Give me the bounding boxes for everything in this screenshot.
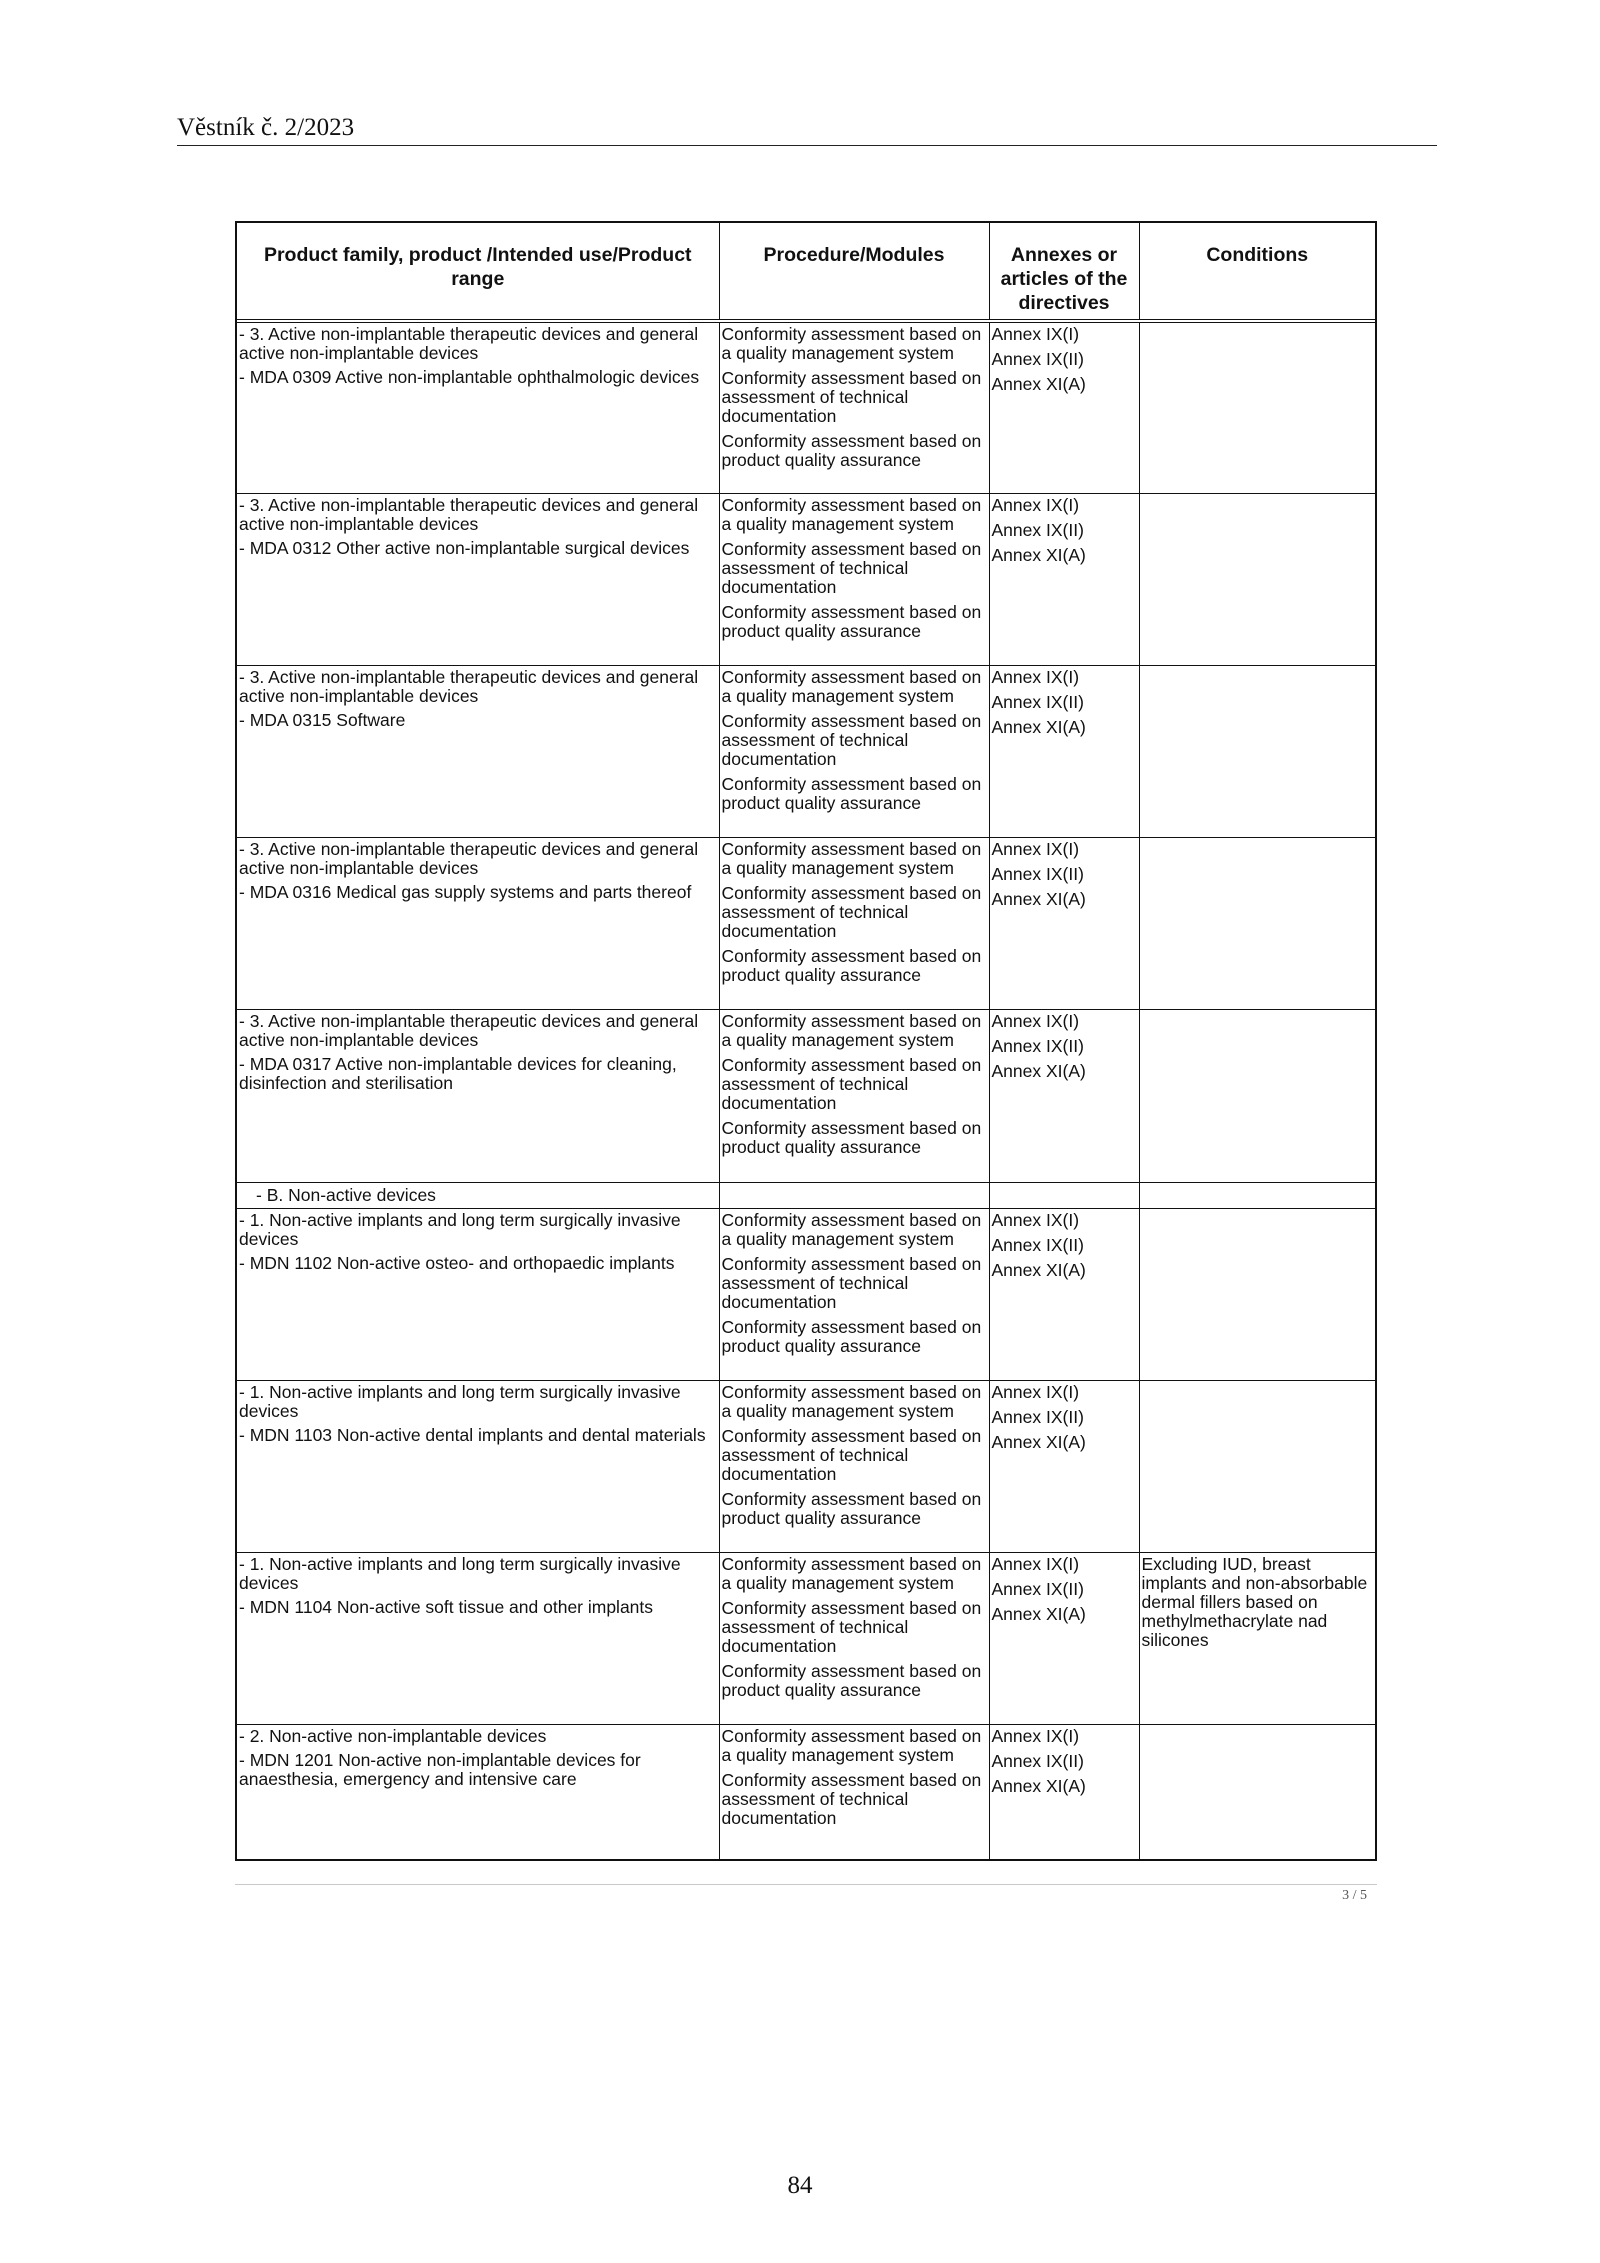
- table-body: [237, 321, 1375, 1859]
- annex-cell: [989, 1553, 1139, 1725]
- table-row: [237, 1553, 1375, 1725]
- product-cell: [237, 1553, 719, 1725]
- procedure-item: Conformity assessment based on assessment of technical documentation: [721, 1253, 982, 1312]
- procedure-cell: [719, 838, 989, 1010]
- procedure-item: Conformity assessment based on a quality management system: [721, 666, 982, 706]
- annex-item: Annex XI(A): [991, 544, 1086, 565]
- procedure-cell: [719, 1380, 989, 1552]
- table-row: [237, 321, 1375, 493]
- procedure-item: Conformity assessment based on assessment of technical documentation: [721, 1598, 982, 1657]
- procedure-item: Conformity assessment based on assessment of technical documentation: [721, 1770, 982, 1829]
- annex-item: Annex IX(II): [991, 864, 1084, 885]
- conditions-cell: [1139, 838, 1375, 1010]
- product-line: - 3. Active non-implantable therapeutic devices and general active non-implantable devices: [239, 1011, 699, 1051]
- empty-cell: [1139, 1182, 1375, 1208]
- product-line: - MDA 0309 Active non-implantable ophthalmologic devices: [239, 367, 700, 387]
- table-row: [237, 493, 1375, 665]
- table-row: [237, 1380, 1375, 1552]
- annex-cell: [989, 665, 1139, 837]
- product-line: - MDA 0315 Software: [239, 709, 406, 730]
- annex-item: Annex XI(A): [991, 889, 1086, 910]
- product-line: - 3. Active non-implantable therapeutic devices and general active non-implantable devices: [239, 839, 699, 879]
- product-cell: [237, 1725, 719, 1859]
- page-count: 3 / 5: [1342, 1888, 1367, 1903]
- conditions-cell: Excluding IUD, breast implants and non-absorbable dermal fillers based on methylmethacrylate nad silicones: [1139, 1553, 1375, 1725]
- column-header-procedure: Procedure/Modules: [719, 223, 989, 321]
- product-line: - 1. Non-active implants and long term surgically invasive devices: [239, 1209, 681, 1249]
- annex-item: Annex IX(II): [991, 1579, 1084, 1600]
- procedure-item: Conformity assessment based on assessment of technical documentation: [721, 538, 982, 597]
- column-header-conditions: Conditions: [1139, 223, 1375, 321]
- product-line: - MDN 1201 Non-active non-implantable devices for anaesthesia, emergency and intensive care: [239, 1750, 641, 1790]
- product-cell: [237, 665, 719, 837]
- procedure-item: Conformity assessment based on product quality assurance: [721, 1488, 982, 1528]
- conditions-cell: [1139, 1010, 1375, 1182]
- annex-cell: [989, 321, 1139, 493]
- annex-item: Annex IX(I): [991, 324, 1080, 344]
- product-line: - MDN 1102 Non-active osteo- and orthopaedic implants: [239, 1252, 675, 1273]
- conditions-cell: [1139, 1380, 1375, 1552]
- product-line: - 2. Non-active non-implantable devices: [239, 1726, 547, 1747]
- procedure-item: Conformity assessment based on a quality management system: [721, 1381, 982, 1421]
- annex-cell: [989, 1380, 1139, 1552]
- procedure-cell: [719, 321, 989, 493]
- procedure-item: Conformity assessment based on assessment of technical documentation: [721, 1425, 982, 1484]
- procedure-item: Conformity assessment based on product quality assurance: [721, 601, 982, 641]
- annex-item: Annex IX(II): [991, 1234, 1084, 1255]
- annex-cell: [989, 493, 1139, 665]
- page-number: 84: [787, 2172, 813, 2199]
- product-line: - 3. Active non-implantable therapeutic devices and general active non-implantable devices: [239, 324, 699, 363]
- annex-item: Annex IX(I): [991, 666, 1080, 687]
- annex-item: Annex XI(A): [991, 716, 1086, 737]
- procedure-cell: [719, 665, 989, 837]
- annex-item: Annex IX(I): [991, 1381, 1080, 1402]
- procedure-item: Conformity assessment based on a quality management system: [721, 324, 982, 363]
- empty-cell: [989, 1182, 1139, 1208]
- annex-cell: [989, 1208, 1139, 1380]
- product-cell: [237, 1208, 719, 1380]
- procedure-cell: [719, 1725, 989, 1859]
- annex-item: Annex XI(A): [991, 374, 1086, 394]
- procedure-item: Conformity assessment based on assessment of technical documentation: [721, 710, 982, 769]
- procedure-item: Conformity assessment based on assessment of technical documentation: [721, 1055, 982, 1114]
- table-row: [237, 665, 1375, 837]
- group-label-cell: - B. Non-active devices: [237, 1182, 719, 1208]
- group-row: [237, 1182, 1375, 1208]
- footer-divider: [235, 1884, 1377, 1885]
- procedure-item: Conformity assessment based on assessment of technical documentation: [721, 883, 982, 942]
- procedure-item: Conformity assessment based on a quality management system: [721, 494, 982, 534]
- product-line: - 1. Non-active implants and long term surgically invasive devices: [239, 1554, 681, 1594]
- product-line: - 3. Active non-implantable therapeutic devices and general active non-implantable devices: [239, 494, 699, 534]
- conditions-cell: [1139, 1208, 1375, 1380]
- annex-item: Annex IX(I): [991, 1209, 1080, 1230]
- table-row: [237, 1208, 1375, 1380]
- procedure-item: Conformity assessment based on product quality assurance: [721, 1118, 982, 1158]
- product-cell: [237, 1380, 719, 1552]
- table-row: [237, 838, 1375, 1010]
- annex-item: Annex IX(I): [991, 1726, 1080, 1747]
- conditions-cell: [1139, 1725, 1375, 1859]
- product-line: - MDN 1103 Non-active dental implants and dental materials: [239, 1424, 706, 1445]
- annex-item: Annex IX(II): [991, 349, 1084, 369]
- annex-item: Annex XI(A): [991, 1061, 1086, 1082]
- annex-item: Annex IX(I): [991, 839, 1080, 860]
- product-cell: [237, 321, 719, 493]
- product-line: - 1. Non-active implants and long term surgically invasive devices: [239, 1381, 681, 1421]
- annex-item: Annex XI(A): [991, 1776, 1086, 1797]
- table-row: [237, 1010, 1375, 1182]
- procedure-cell: [719, 1010, 989, 1182]
- product-line: - MDA 0317 Active non-implantable devices for cleaning, disinfection and sterilisation: [239, 1054, 677, 1094]
- products-table: [237, 223, 1375, 1859]
- table-row: [237, 1725, 1375, 1859]
- page-header: [177, 112, 1437, 146]
- product-cell: [237, 1010, 719, 1182]
- table-header-row: [237, 223, 1375, 321]
- procedure-item: Conformity assessment based on a quality management system: [721, 1726, 982, 1766]
- annex-cell: [989, 1725, 1139, 1859]
- column-header-annexes: Annexes or articles of the directives: [989, 223, 1139, 321]
- annex-item: Annex IX(I): [991, 1554, 1080, 1575]
- conditions-cell: [1139, 493, 1375, 665]
- annex-item: Annex IX(I): [991, 494, 1080, 515]
- product-cell: [237, 493, 719, 665]
- annex-item: Annex IX(II): [991, 1751, 1084, 1772]
- annex-cell: [989, 1010, 1139, 1182]
- procedure-item: Conformity assessment based on a quality management system: [721, 1011, 982, 1051]
- procedure-cell: [719, 493, 989, 665]
- product-line: - MDA 0312 Other active non-implantable surgical devices: [239, 537, 690, 558]
- annex-item: Annex IX(II): [991, 691, 1084, 712]
- conditions-cell: [1139, 321, 1375, 493]
- annex-item: Annex IX(II): [991, 1406, 1084, 1427]
- annex-item: Annex IX(II): [991, 519, 1084, 540]
- column-header-product: Product family, product /Intended use/Product range: [237, 223, 719, 321]
- product-line: - MDA 0316 Medical gas supply systems and parts thereof: [239, 882, 692, 903]
- journal-title: Věstník č. 2/2023: [177, 114, 355, 141]
- conditions-cell: [1139, 665, 1375, 837]
- procedure-item: Conformity assessment based on product quality assurance: [721, 431, 982, 470]
- annex-item: Annex IX(II): [991, 1036, 1084, 1057]
- procedure-item: Conformity assessment based on assessment of technical documentation: [721, 368, 982, 426]
- product-cell: [237, 838, 719, 1010]
- product-line: - MDN 1104 Non-active soft tissue and other implants: [239, 1597, 654, 1618]
- procedure-item: Conformity assessment based on product quality assurance: [721, 1661, 982, 1701]
- annex-item: Annex IX(I): [991, 1011, 1080, 1032]
- procedure-cell: [719, 1553, 989, 1725]
- procedure-item: Conformity assessment based on product quality assurance: [721, 946, 982, 986]
- annex-item: Annex XI(A): [991, 1259, 1086, 1280]
- products-table-frame: [235, 221, 1377, 1861]
- procedure-item: Conformity assessment based on product quality assurance: [721, 1316, 982, 1356]
- procedure-item: Conformity assessment based on a quality management system: [721, 1209, 982, 1249]
- annex-item: Annex XI(A): [991, 1431, 1086, 1452]
- product-line: - 3. Active non-implantable therapeutic devices and general active non-implantable devices: [239, 666, 699, 706]
- procedure-item: Conformity assessment based on a quality management system: [721, 839, 982, 879]
- annex-item: Annex XI(A): [991, 1604, 1086, 1625]
- annex-cell: [989, 838, 1139, 1010]
- procedure-item: Conformity assessment based on a quality management system: [721, 1554, 982, 1594]
- procedure-item: Conformity assessment based on product quality assurance: [721, 773, 982, 813]
- procedure-cell: [719, 1208, 989, 1380]
- empty-cell: [719, 1182, 989, 1208]
